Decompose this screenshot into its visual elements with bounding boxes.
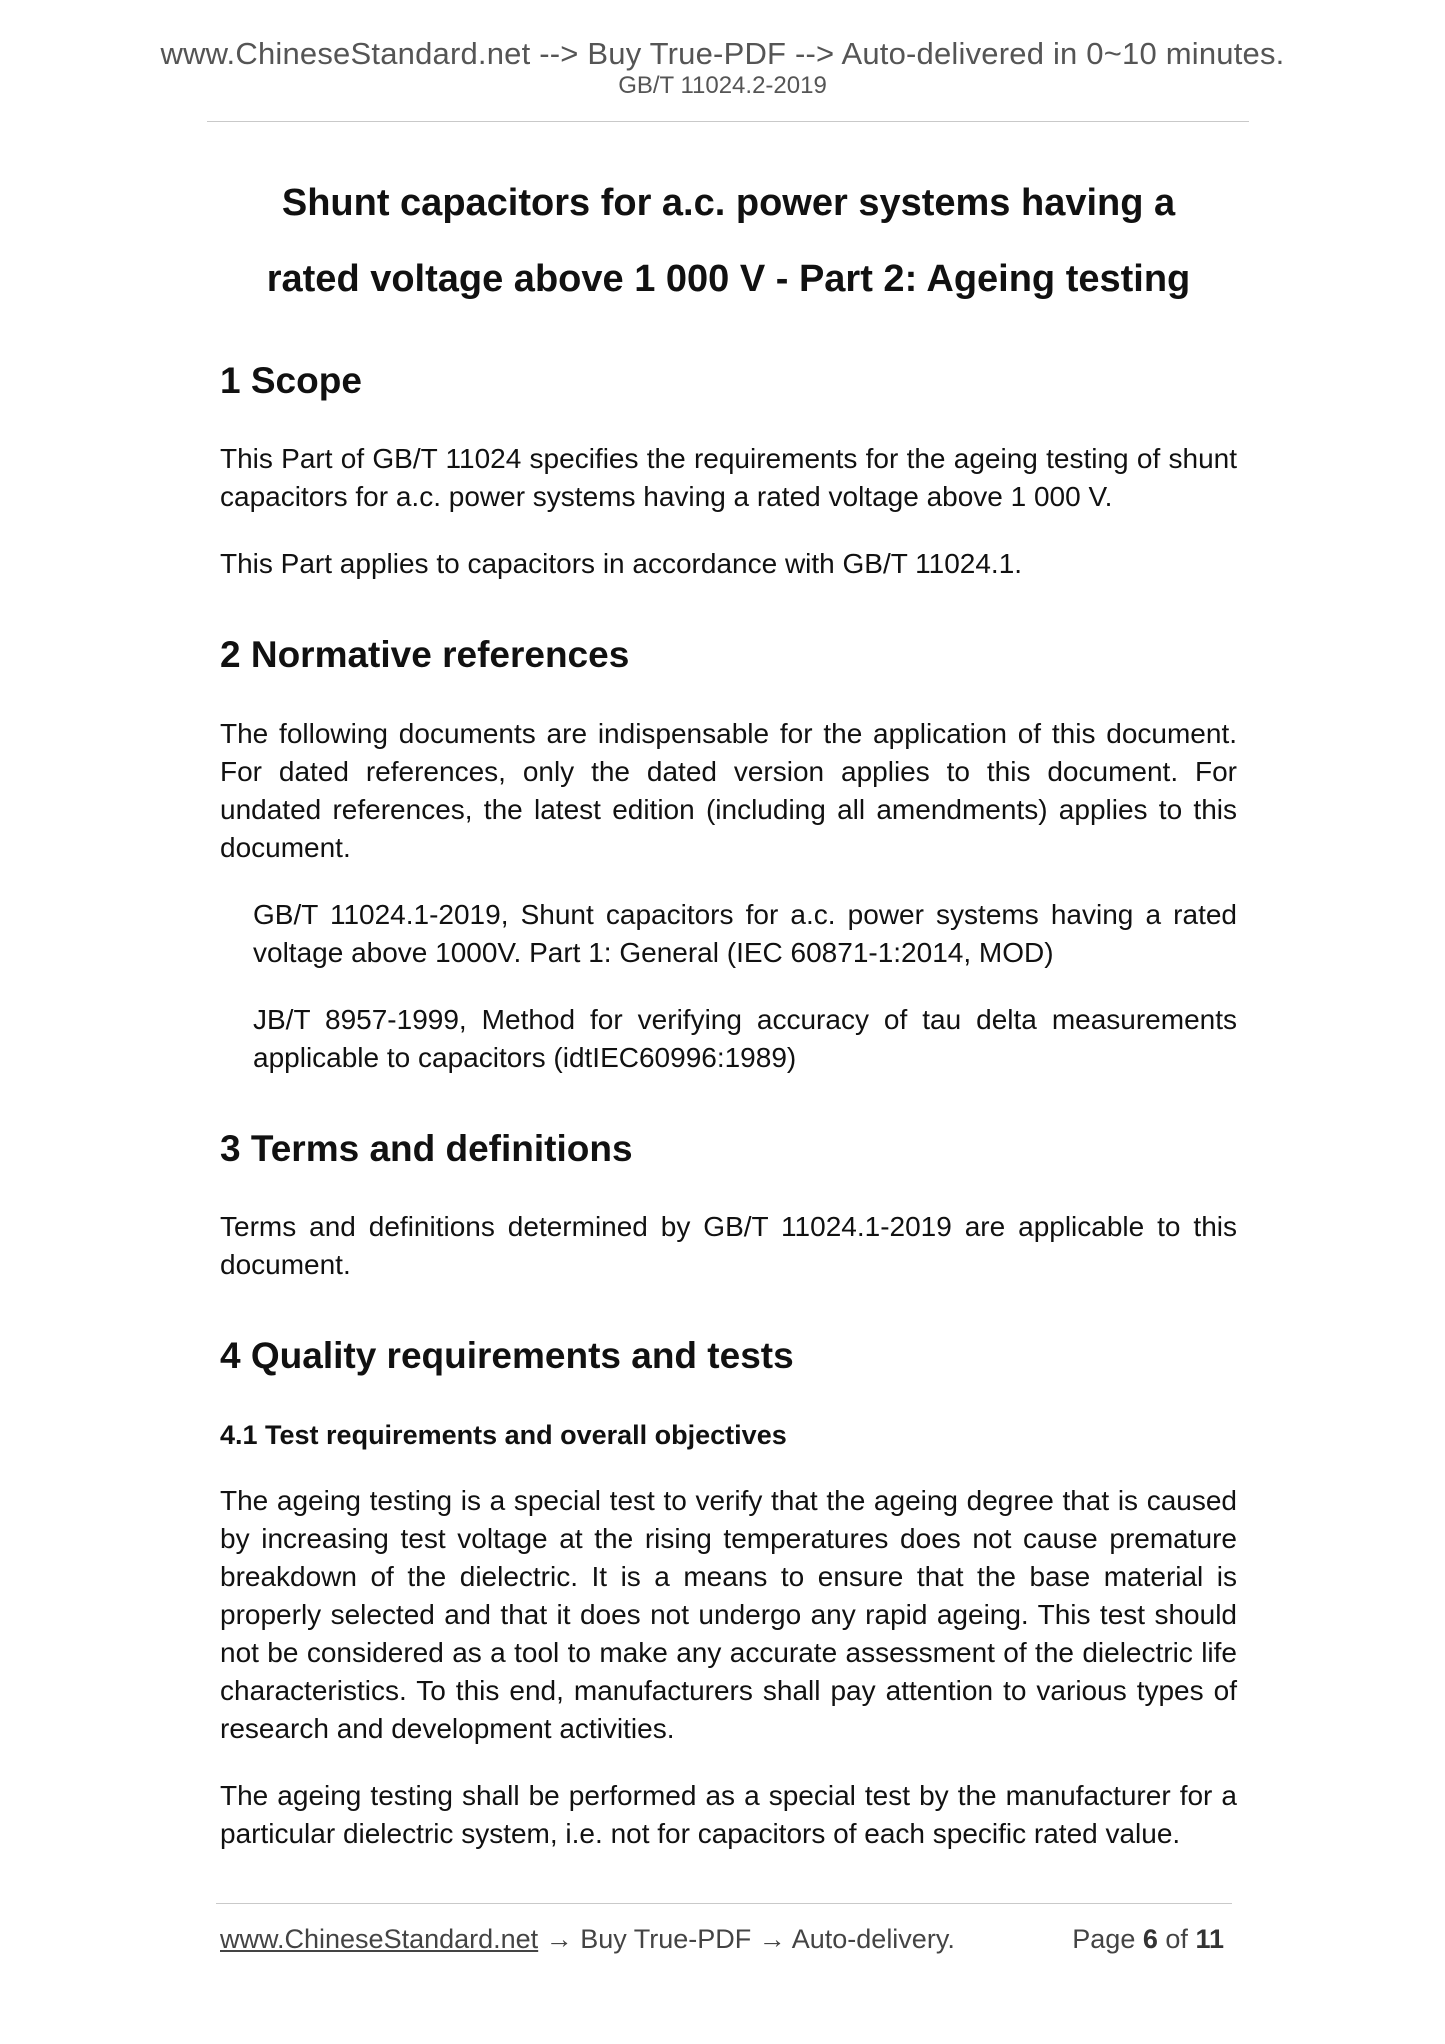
section-1-paragraph-1: This Part of GB/T 11024 specifies the requirements for the ageing testing of shunt capacitors for a.c. power systems having a rated voltage above 1 000 V. (220, 443, 1237, 513)
site-banner: www.ChineseStandard.net --> Buy True-PDF --> Auto-delivered in 0~10 minutes. (160, 36, 1285, 71)
section-4-paragraph-2: The ageing testing shall be performed as a special test by the manufacturer for a particular dielectric system, i.e. not for capacitors of each specific rated value. (220, 1779, 1237, 1849)
footer-site-link[interactable]: www.ChineseStandard.net (220, 1924, 539, 1954)
footer-divider (216, 1903, 1232, 1904)
document-title-line-1: Shunt capacitors for a.c. power systems having a (281, 182, 1176, 224)
reference-item-1: GB/T 11024.1-2019, Shunt capacitors for a.c. power systems having a rated voltage above 1000V. Part 1: General (IEC 60871-1:2014, MOD) (253, 898, 1237, 968)
document-body (220, 165, 1237, 1853)
section-1-heading: 1 Scope (220, 360, 362, 401)
page-total: 11 (1195, 1924, 1224, 1954)
subsection-4-1-heading: 4.1 Test requirements and overall objectives (220, 1419, 787, 1450)
section-3-heading: 3 Terms and definitions (220, 1127, 633, 1169)
standard-code: GB/T 11024.2-2019 (618, 72, 827, 99)
header-divider (207, 121, 1249, 122)
document-title-line-2: rated voltage above 1 000 V - Part 2: Ageing testing (266, 258, 1191, 300)
page-number: 6 (1142, 1924, 1158, 1954)
section-4-heading: 4 Quality requirements and tests (220, 1335, 794, 1377)
section-2-paragraph-1: The following documents are indispensable for the application of this document. For dated references, only the dated version applies to this document. For undated references, the latest edition (including all amendments) applies to this document. (220, 717, 1237, 863)
section-1-paragraph-2: This Part applies to capacitors in accordance with GB/T 11024.1. (220, 548, 1023, 580)
reference-item-2: JB/T 8957-1999, Method for verifying accuracy of tau delta measurements applicable to capacitors (idtIEC60996:1989) (253, 1003, 1237, 1073)
page-indicator (1072, 1923, 1224, 1955)
page-footer (220, 1923, 1232, 1955)
of-label: of (1165, 1924, 1188, 1954)
section-2-heading: 2 Normative references (220, 634, 630, 676)
page-label: Page (1072, 1924, 1136, 1954)
section-4-paragraph-1: The ageing testing is a special test to verify that the ageing degree that is caused by increasing test voltage at the rising temperatures does not cause premature breakdown of the dielectric. It is a means to ensure that the base material is properly selected and that it does not undergo any rapid ageing. This test should not be considered as a tool to make any accurate assessment of the dielectric life characteristics. To this end, manufacturers shall pay attention to various types of research and development activities. (220, 1484, 1237, 1744)
footer-tagline: → Buy True-PDF → Auto-delivery. (538, 1924, 955, 1954)
section-3-paragraph-1: Terms and definitions determined by GB/T 11024.1-2019 are applicable to this document. (220, 1211, 1237, 1281)
